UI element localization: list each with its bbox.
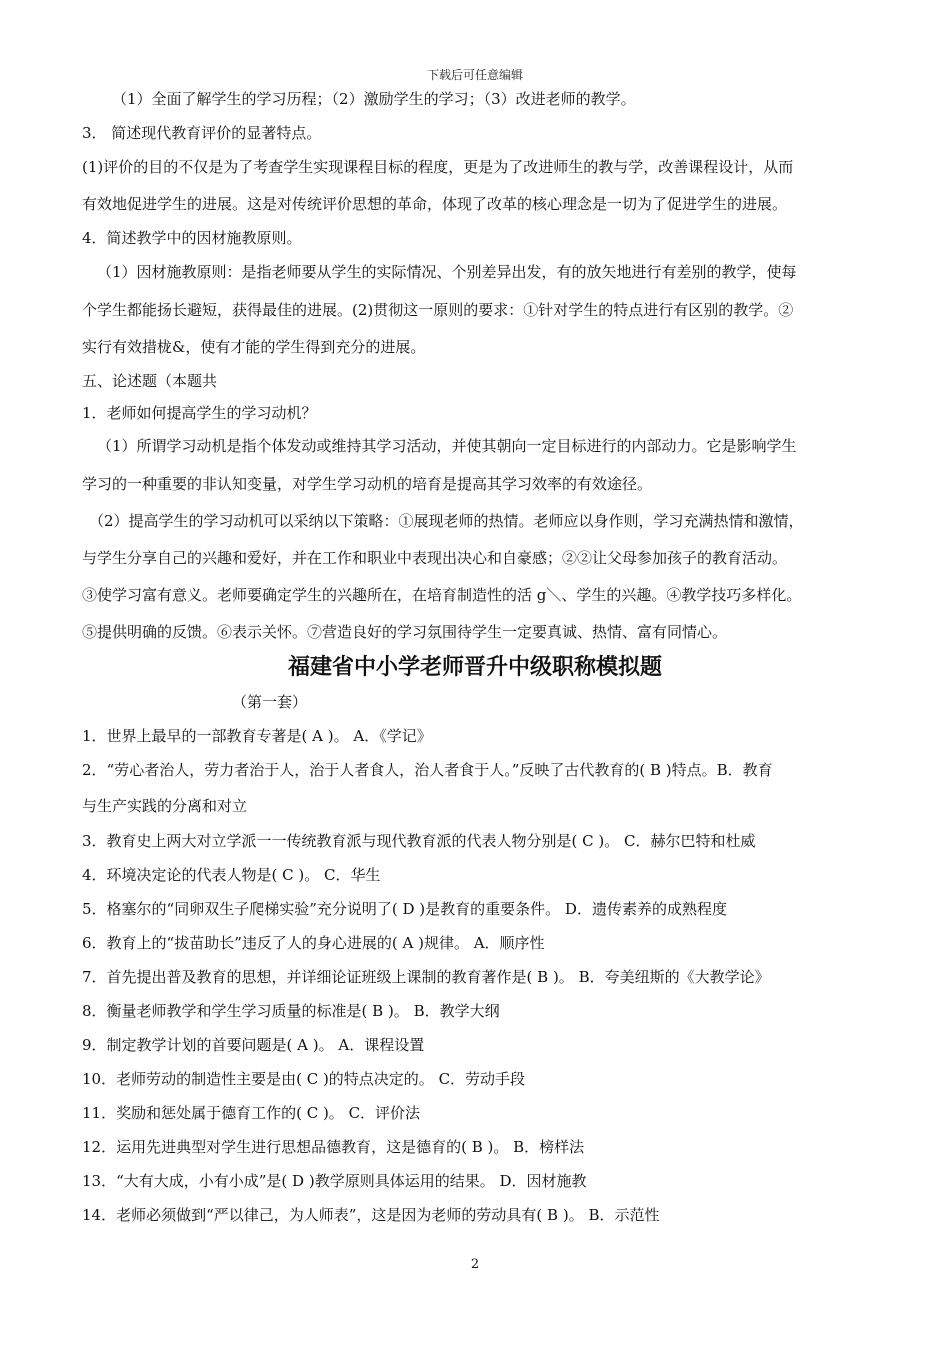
question-item: 5．格塞尔的“同卵双生子爬梯实验”充分说明了( D )是教育的重要条件。 D．遗传素养的成熟程度 <box>82 900 727 918</box>
text-line: 与学生分享自己的兴趣和爱好，并在工作和职业中表现出决心和自豪感；②②让父母参加孩子的教育活动。 <box>82 549 788 567</box>
text-line: （1）所谓学习动机是指个体发动或维持其学习活动，并使其朝向一定目标进行的内部动力。它是影响学生 <box>97 437 797 455</box>
question-item: 12．运用先进典型对学生进行思想品德教育，这是德育的( B )。 B．榜样法 <box>82 1138 585 1156</box>
text-line: 学习的一种重要的非认知变量，对学生学习动机的培育是提高其学习效率的有效途径。 <box>82 475 653 493</box>
question-heading: 4．简述教学中的因材施教原则。 <box>82 229 302 247</box>
page-number: 2 <box>470 1257 480 1272</box>
question-item: 11．奖励和惩处属于德育工作的( C )。 C．评价法 <box>82 1104 421 1122</box>
question-item: 6．教育上的“拔苗助长”违反了人的身心进展的( A )规律。 A．顺序性 <box>82 934 545 952</box>
question-item: 13．“大有大成，小有小成”是( D )教学原则具体运用的结果。 D．因材施教 <box>82 1172 587 1190</box>
question-item: 10．老师劳动的制造性主要是由( C )的特点决定的。 C．劳动手段 <box>82 1070 526 1088</box>
question-item: 14．老师必须做到“严以律己，为人师表”，这是因为老师的劳动具有( B )。 B．示范性 <box>82 1206 660 1224</box>
text-line: 有效地促进学生的进展。这是对传统评价思想的革命，体现了改革的核心理念是一切为了促进学生的进展。 <box>82 195 788 213</box>
document-subtitle: （第一套） <box>232 693 308 711</box>
text-line: （2）提高学生的学习动机可以采纳以下策略：①展现老师的热情。老师应以身作则，学习充满热情和激情， <box>89 512 804 530</box>
question-item: 1．世界上最早的一部教育专著是( A )。 A．《学记》 <box>82 727 432 745</box>
text-line: ⑤提供明确的反馈。⑥表示关怀。⑦营造良好的学习氛围待学生一定要真诚、热情、富有同情心。 <box>82 623 728 641</box>
text-line: 个学生都能扬长避短，获得最佳的进展。(2)贯彻这一原则的要求：①针对学生的特点进行有区别的教学。② <box>82 301 794 319</box>
question-item: 4．环境决定论的代表人物是( C )。 C．华生 <box>82 866 381 884</box>
text-line: (1)评价的目的不仅是为了考查学生实现课程目标的程度，更是为了改进师生的教与学，改善课程设计，从而 <box>82 158 794 176</box>
question-item-continued: 与生产实践的分离和对立 <box>82 797 248 815</box>
question-item: 2．“劳心者治人，劳力者治于人，治于人者食人，治人者食于人。”反映了古代教育的( B )特点。B．教育 <box>82 761 773 779</box>
document-title: 福建省中小学老师晋升中级职称模拟题 <box>287 655 662 680</box>
text-line: （1）因材施教原则：是指老师要从学生的实际情况、个别差异出发，有的放矢地进行有差别的教学，使每 <box>97 263 797 281</box>
text-line: （1）全面了解学生的学习历程；（2）激励学生的学习；（3）改进老师的教学。 <box>112 90 636 108</box>
question-item: 9．制定教学计划的首要问题是( A )。 A．课程设置 <box>82 1036 425 1054</box>
question-item: 8．衡量老师教学和学生学习质量的标准是( B )。 B．教学大纲 <box>82 1002 500 1020</box>
question-item: 7．首先提出普及教育的思想，并详细论证班级上课制的教育著作是( B )。 B．夸美纽斯的《大教学论》 <box>82 968 770 986</box>
text-line: 实行有效措栊&，使有才能的学生得到充分的进展。 <box>82 338 426 356</box>
section-heading: 五、论述题（本题共 <box>82 372 218 390</box>
question-heading: 3． 简述现代教育评价的显著特点。 <box>82 124 322 142</box>
text-line: ③使学习富有意义。老师要确定学生的兴趣所在，在培育制造性的活 g＼、学生的兴趣。④教学技巧多样化。 <box>82 586 802 604</box>
question-heading: 1．老师如何提高学生的学习动机？ <box>82 404 317 422</box>
question-item: 3．教育史上两大对立学派一一传统教育派与现代教育派的代表人物分别是( C )。 C．赫尔巴特和杜威 <box>82 832 756 850</box>
header-note: 下载后可任意编辑 <box>426 68 523 82</box>
